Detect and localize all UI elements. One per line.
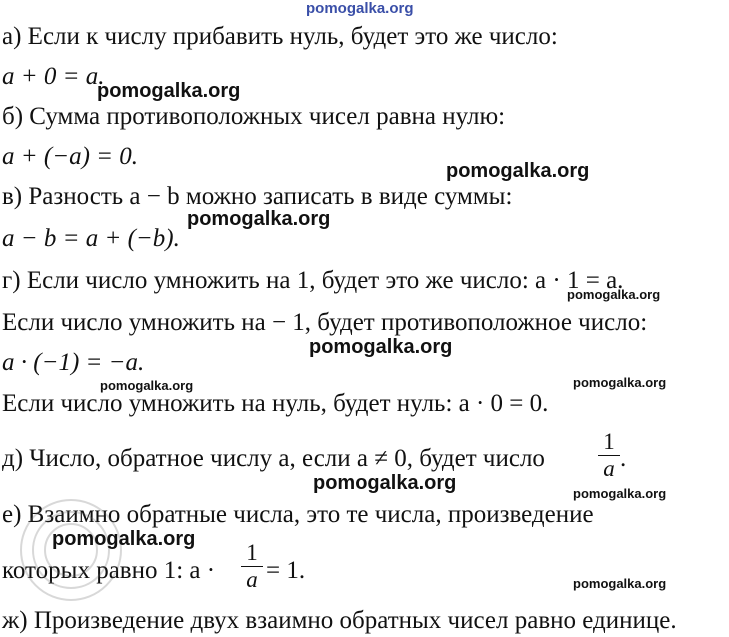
item-d-frac-den: a xyxy=(603,456,615,481)
watermark: pomogalka.org xyxy=(97,80,241,102)
item-e-fraction xyxy=(241,541,263,592)
watermark: pomogalka.org xyxy=(567,287,661,302)
item-d-frac-num: 1 xyxy=(603,429,615,454)
item-d-end: . xyxy=(620,445,627,472)
item-e-text: е) Взаимно обратные числа, это те числа, произведение xyxy=(2,501,594,528)
watermark: pomogalka.org xyxy=(573,576,667,591)
watermark: pomogalka.org xyxy=(573,486,667,501)
item-v-text: в) Разность a − b можно записать в виде суммы: xyxy=(2,183,513,210)
item-a-formula: a + 0 = a. xyxy=(2,63,105,90)
watermark: pomogalka.org xyxy=(446,160,590,182)
item-zh-text: ж) Произведение двух взаимно обратных чисел равно единице. xyxy=(2,607,677,634)
item-d-text: д) Число, обратное числу a, если a ≠ 0, будет число xyxy=(2,445,545,472)
watermark: pomogalka.org xyxy=(187,208,331,230)
item-e-frac-num: 1 xyxy=(246,540,258,565)
watermark: pomogalka.org xyxy=(573,375,667,390)
item-b-formula: a + (−a) = 0. xyxy=(2,143,139,170)
watermark: pomogalka.org xyxy=(309,336,453,358)
item-b-text: б) Сумма противоположных чисел равна нулю: xyxy=(2,103,506,130)
item-v-formula: a − b = a + (−b). xyxy=(2,225,180,252)
item-d-fraction xyxy=(598,430,620,481)
item-a-text: а) Если к числу прибавить нуль, будет это же число: xyxy=(2,23,558,50)
watermark-top: pomogalka.org xyxy=(306,0,414,17)
item-e-end: = 1. xyxy=(266,557,306,584)
item-e-text2: которых равно 1: a · xyxy=(2,557,216,584)
item-g-text3: Если число умножить на нуль, будет нуль: a · 0 = 0. xyxy=(2,390,549,417)
watermark: pomogalka.org xyxy=(100,378,194,393)
item-g-formula2: a · (−1) = −a. xyxy=(2,349,145,376)
watermark: pomogalka.org xyxy=(313,472,457,494)
item-g-text2: Если число умножить на − 1, будет противоположное число: xyxy=(2,309,648,336)
item-e-frac-den: a xyxy=(246,567,258,592)
watermark: pomogalka.org xyxy=(52,528,196,550)
item-g-text: г) Если число умножить на 1, будет это же число: a · 1 = a. xyxy=(2,267,624,294)
